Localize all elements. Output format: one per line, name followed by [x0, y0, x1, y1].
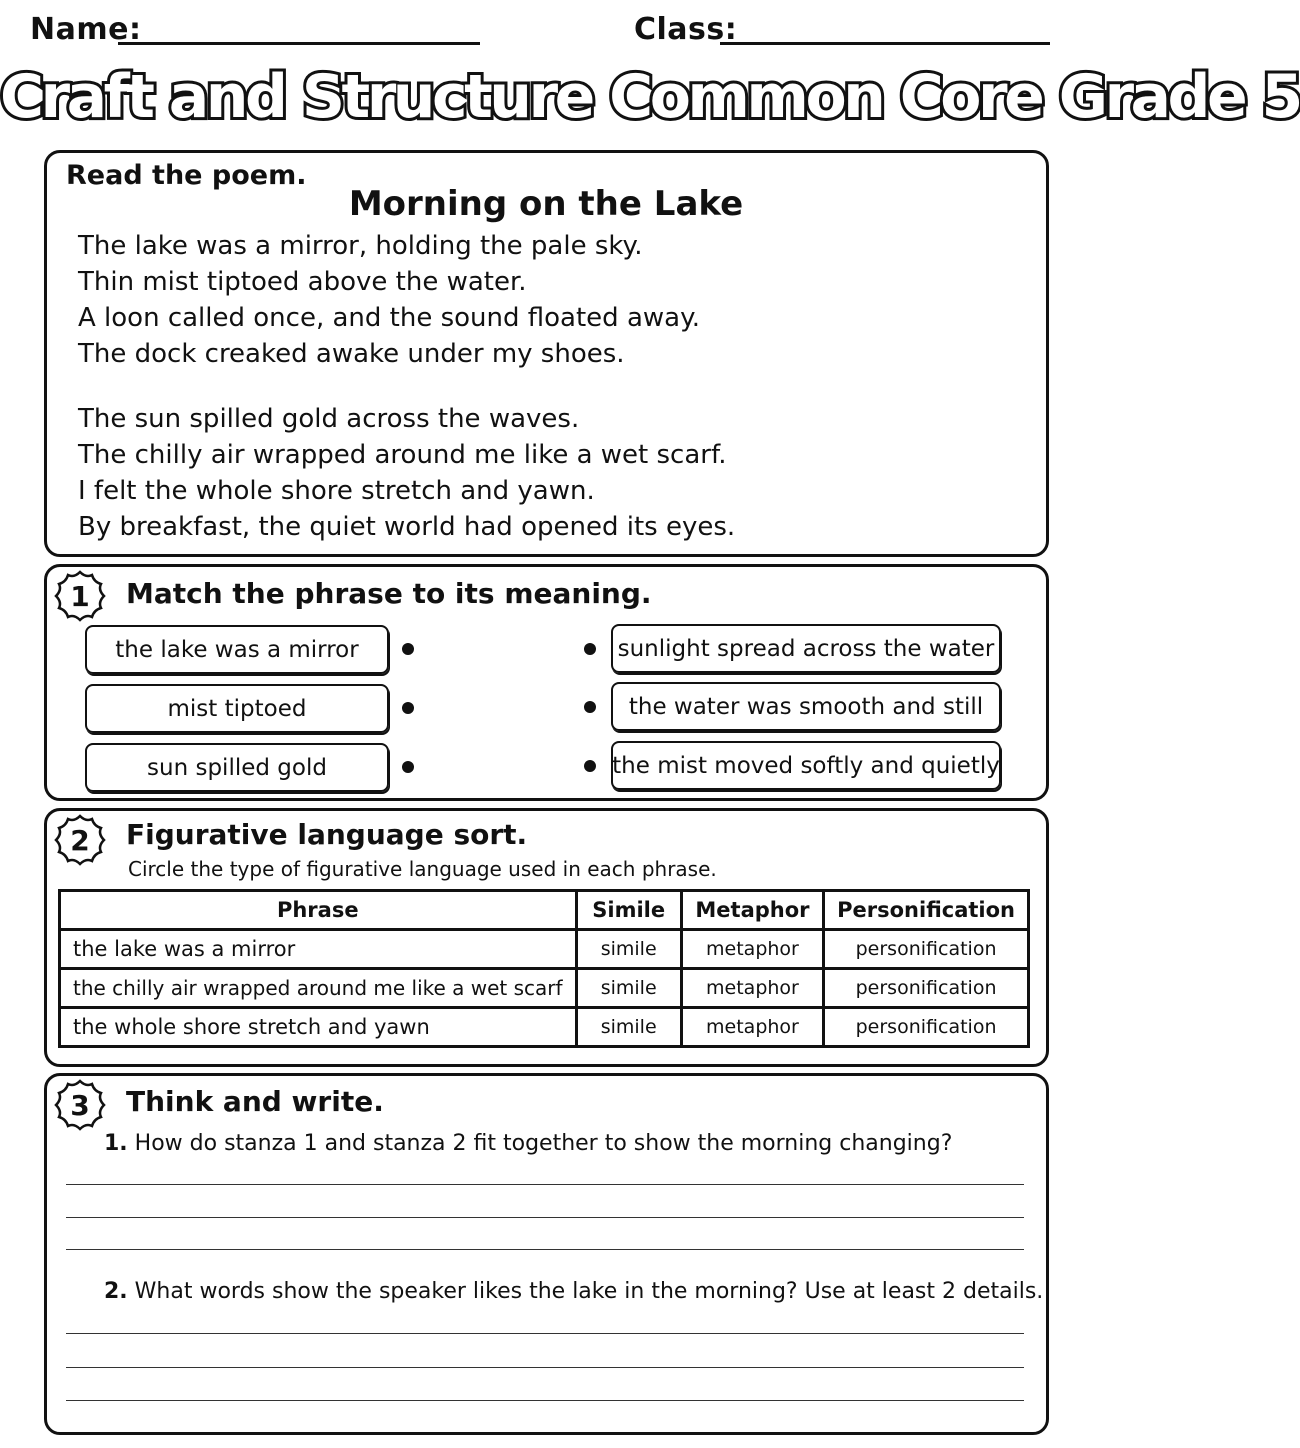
answer-line[interactable]: [66, 1249, 1024, 1250]
answer-line[interactable]: [66, 1400, 1024, 1401]
page-title: Craft and Structure Common Core Grade 5: [0, 62, 1300, 132]
match-right-item[interactable]: the mist moved softly and quietly: [611, 741, 1001, 790]
name-label: Name:: [30, 12, 142, 47]
question-2: [104, 1279, 1043, 1304]
poem-title: Morning on the Lake: [348, 184, 744, 224]
question-number: 1.: [104, 1131, 128, 1156]
poem-line: A loon called once, and the sound floated away.: [78, 303, 701, 333]
table-header-row: [60, 891, 1029, 930]
personification-option[interactable]: personification: [824, 1008, 1029, 1047]
question-number: 2.: [104, 1279, 128, 1304]
reading-instruction: Read the poem.: [66, 160, 307, 191]
simile-option[interactable]: simile: [576, 930, 681, 969]
match-title: Match the phrase to its meaning.: [126, 577, 652, 610]
figurative-sort-table: [58, 889, 1030, 1048]
poem-line: Thin mist tiptoed above the water.: [78, 267, 527, 297]
name-field[interactable]: [118, 42, 480, 45]
write-title: Think and write.: [126, 1085, 384, 1118]
poem-stanza-2: [78, 401, 735, 545]
match-dot[interactable]: [584, 701, 596, 713]
answer-line[interactable]: [66, 1184, 1024, 1185]
section-number: 1: [70, 579, 90, 613]
section-1-badge: [52, 568, 108, 624]
match-dot[interactable]: [402, 702, 414, 714]
metaphor-option[interactable]: metaphor: [681, 930, 823, 969]
phrase-cell: the lake was a mirror: [60, 930, 577, 969]
poem-line: The dock creaked awake under my shoes.: [78, 339, 625, 369]
column-header-phrase: Phrase: [60, 891, 577, 930]
section-2-badge: [52, 812, 108, 868]
poem-line: I felt the whole shore stretch and yawn.: [78, 476, 595, 506]
sort-title: Figurative language sort.: [126, 818, 528, 851]
section-number: 2: [70, 823, 90, 857]
poem-line: By breakfast, the quiet world had opened its eyes.: [78, 512, 736, 542]
answer-line[interactable]: [66, 1367, 1024, 1368]
section-3-badge: [52, 1077, 108, 1133]
match-left-item[interactable]: the lake was a mirror: [85, 625, 389, 674]
match-dot[interactable]: [402, 761, 414, 773]
phrase-cell: the whole shore stretch and yawn: [60, 1008, 577, 1047]
sort-instruction: Circle the type of figurative language used in each phrase.: [128, 857, 717, 881]
table-row: [60, 969, 1029, 1008]
table-row: [60, 930, 1029, 969]
column-header-metaphor: Metaphor: [681, 891, 823, 930]
match-right-item[interactable]: the water was smooth and still: [611, 682, 1001, 731]
question-text: What words show the speaker likes the lake in the morning? Use at least 2 details.: [134, 1279, 1044, 1304]
table-row: [60, 1008, 1029, 1047]
poem-line: The chilly air wrapped around me like a wet scarf.: [78, 440, 727, 470]
personification-option[interactable]: personification: [824, 969, 1029, 1008]
column-header-personification: Personification: [824, 891, 1029, 930]
phrase-cell: the chilly air wrapped around me like a wet scarf: [60, 969, 577, 1008]
match-dot[interactable]: [584, 643, 596, 655]
match-dot[interactable]: [584, 760, 596, 772]
simile-option[interactable]: simile: [576, 1008, 681, 1047]
simile-option[interactable]: simile: [576, 969, 681, 1008]
poem-stanza-1: [78, 228, 700, 372]
class-label: Class:: [634, 12, 738, 47]
match-left-item[interactable]: mist tiptoed: [85, 684, 389, 733]
answer-line[interactable]: [66, 1217, 1024, 1218]
metaphor-option[interactable]: metaphor: [681, 1008, 823, 1047]
poem-line: The sun spilled gold across the waves.: [78, 404, 580, 434]
column-header-simile: Simile: [576, 891, 681, 930]
class-field[interactable]: [720, 42, 1050, 45]
poem-line: The lake was a mirror, holding the pale sky.: [78, 231, 643, 261]
write-section: [44, 1073, 1049, 1435]
match-dot[interactable]: [402, 643, 414, 655]
answer-line[interactable]: [66, 1333, 1024, 1334]
metaphor-option[interactable]: metaphor: [681, 969, 823, 1008]
section-number: 3: [70, 1088, 90, 1122]
personification-option[interactable]: personification: [824, 930, 1029, 969]
question-text: How do stanza 1 and stanza 2 fit together to show the morning changing?: [134, 1131, 953, 1156]
question-1: [104, 1131, 952, 1156]
match-left-item[interactable]: sun spilled gold: [85, 743, 389, 792]
match-right-item[interactable]: sunlight spread across the water: [611, 624, 1001, 673]
